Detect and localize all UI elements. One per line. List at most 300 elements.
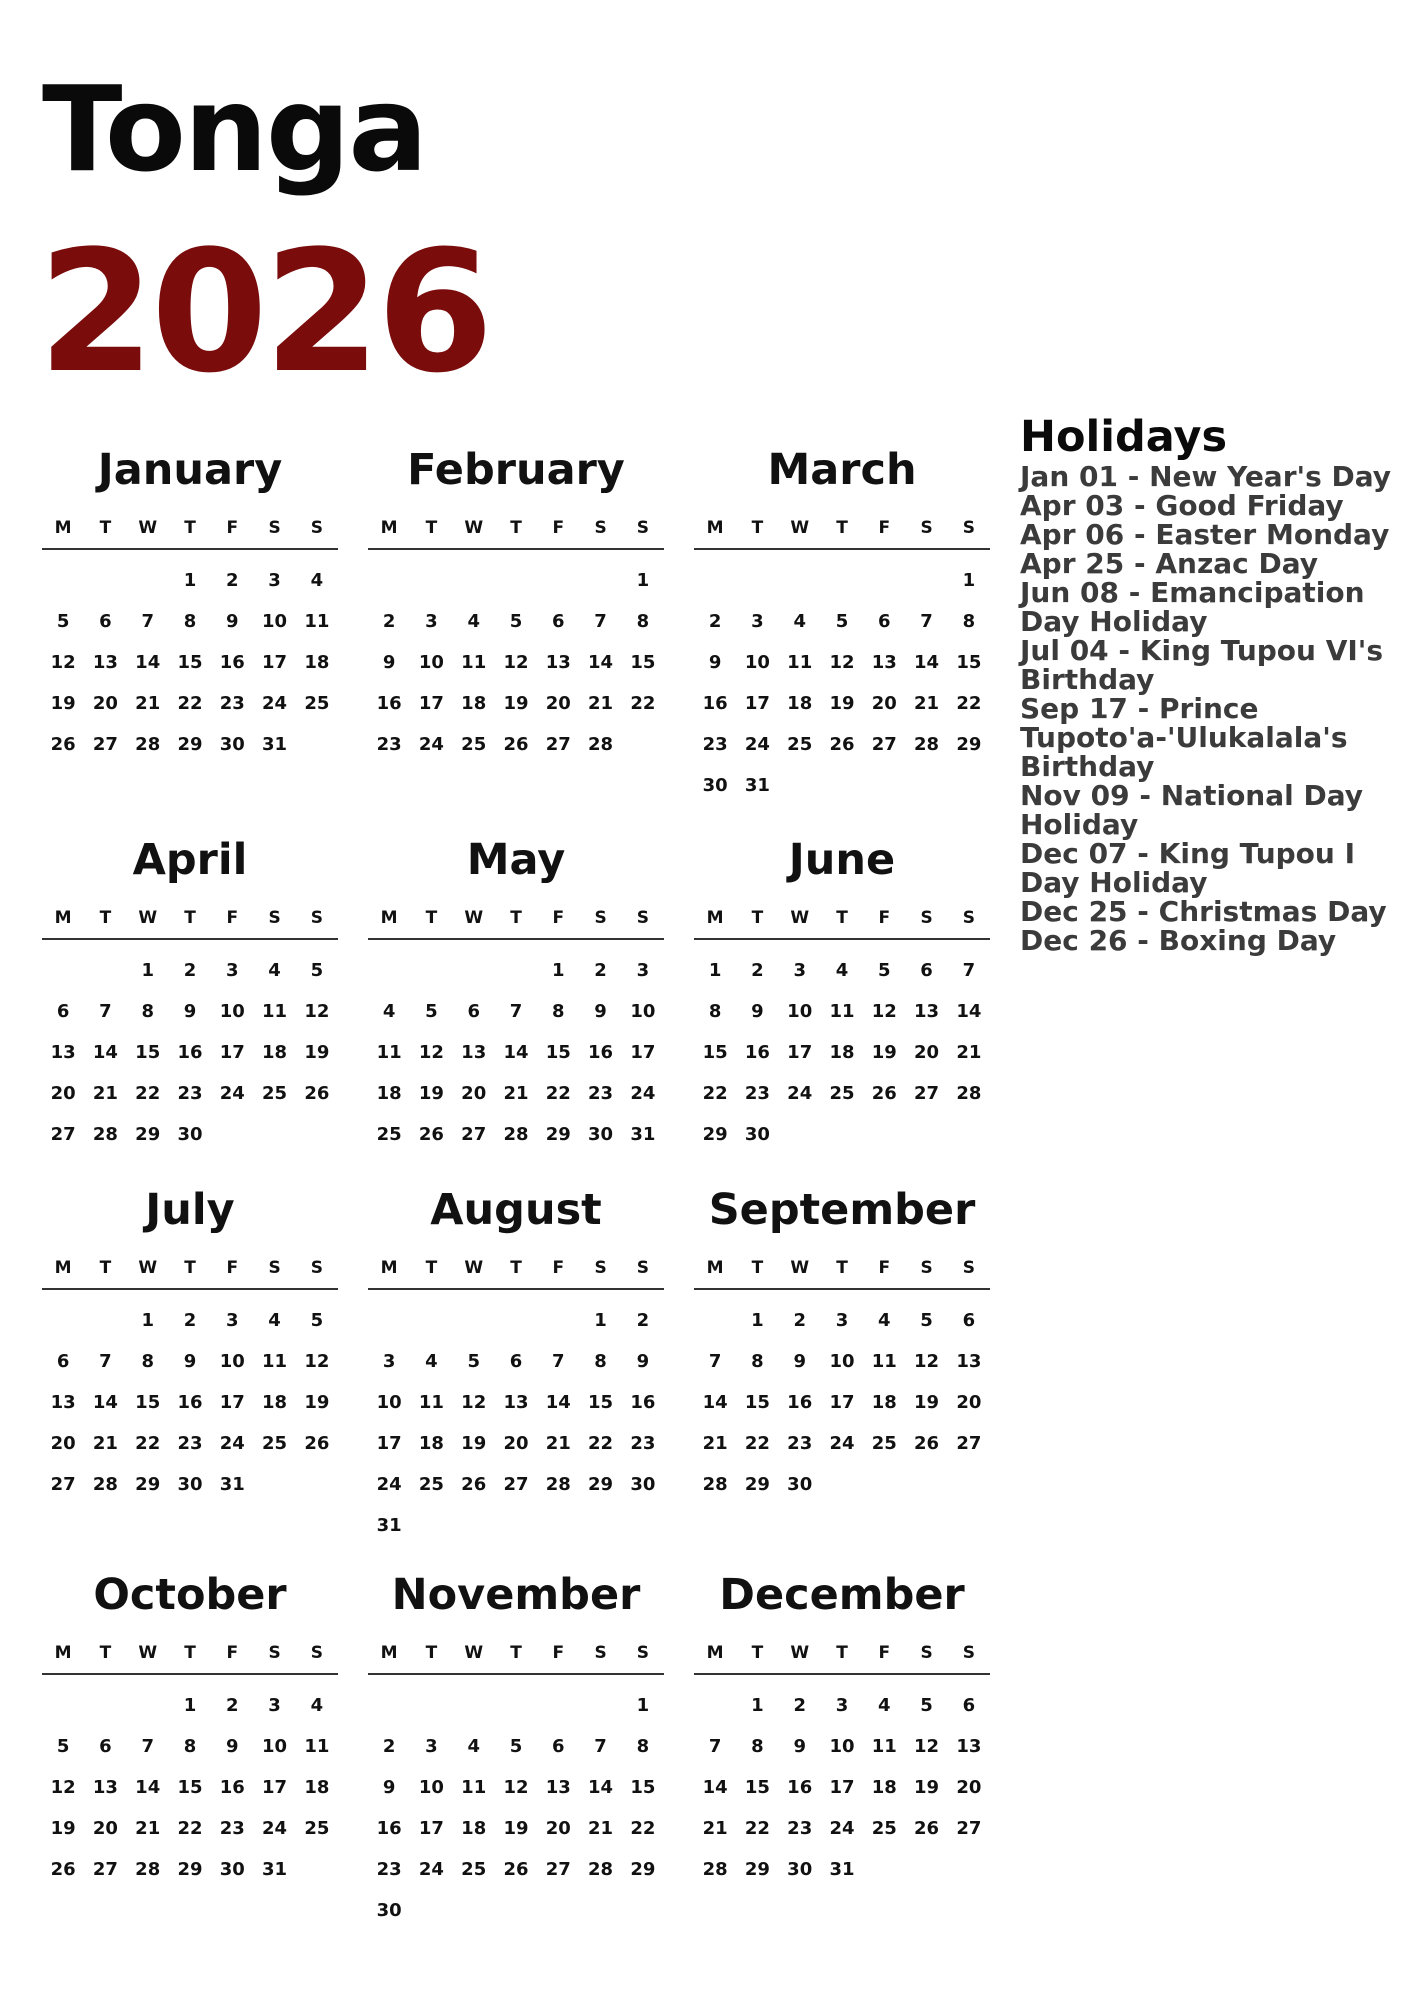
day-cell: 23 xyxy=(787,1818,813,1839)
day-cell: 30 xyxy=(219,1859,245,1880)
day-cell: 1 xyxy=(141,1310,154,1331)
day-cell: 31 xyxy=(262,734,288,755)
day-cell: 14 xyxy=(92,1042,118,1063)
day-cell: 26 xyxy=(829,734,855,755)
weekday-label: W xyxy=(464,908,484,928)
empty-day-cell xyxy=(863,560,905,601)
day-cell: 3 xyxy=(425,1736,438,1757)
day-cell: 7 xyxy=(99,1001,112,1022)
day-cell: 31 xyxy=(219,1474,245,1495)
day-cell: 16 xyxy=(376,1818,402,1839)
day-cell: 24 xyxy=(219,1433,245,1454)
holiday-item: Jun 08 - Emancipation Day Holiday xyxy=(1020,576,1365,638)
days-grid xyxy=(694,1685,990,1890)
weekday-label: F xyxy=(878,1643,891,1663)
weekday-label: S xyxy=(310,1643,323,1663)
day-cell: 20 xyxy=(956,1777,982,1798)
day-cell: 27 xyxy=(871,734,897,755)
day-cell: 3 xyxy=(835,1310,849,1331)
day-cell: 10 xyxy=(376,1392,402,1413)
day-cell: 20 xyxy=(871,693,897,714)
weekday-header xyxy=(694,518,990,550)
day-cell: 6 xyxy=(56,1351,70,1372)
month-may xyxy=(368,830,664,1180)
weekday-label: S xyxy=(594,1258,607,1278)
day-cell: 11 xyxy=(461,652,487,673)
empty-day-cell xyxy=(84,1685,126,1726)
day-cell: 16 xyxy=(376,693,402,714)
day-cell: 26 xyxy=(304,1083,330,1104)
day-cell: 28 xyxy=(914,734,940,755)
day-cell: 21 xyxy=(588,693,614,714)
empty-day-cell xyxy=(495,560,537,601)
day-cell: 3 xyxy=(751,611,764,632)
day-cell: 25 xyxy=(461,734,487,755)
empty-day-cell xyxy=(453,950,495,991)
day-cell: 9 xyxy=(226,1736,239,1757)
day-cell: 27 xyxy=(956,1433,982,1454)
days-grid xyxy=(368,1685,664,1931)
day-cell: 11 xyxy=(376,1042,402,1063)
day-cell: 31 xyxy=(829,1859,855,1880)
day-cell: 17 xyxy=(418,1818,444,1839)
weekday-label: W xyxy=(138,908,158,928)
empty-day-cell xyxy=(495,1300,537,1341)
day-cell: 25 xyxy=(376,1124,402,1145)
day-cell: 24 xyxy=(787,1083,813,1104)
empty-day-cell xyxy=(821,560,863,601)
day-cell: 5 xyxy=(835,611,849,632)
day-cell: 15 xyxy=(956,652,982,673)
weekday-label: S xyxy=(594,908,607,928)
day-cell: 16 xyxy=(588,1042,614,1063)
day-cell: 2 xyxy=(382,1736,396,1757)
day-cell: 7 xyxy=(708,1736,722,1757)
empty-day-cell xyxy=(410,1300,452,1341)
day-cell: 4 xyxy=(467,1736,480,1757)
month-name: December xyxy=(719,1570,965,1620)
days-grid xyxy=(42,950,338,1155)
day-cell: 29 xyxy=(135,1124,161,1145)
weekday-label: M xyxy=(706,908,724,928)
day-cell: 17 xyxy=(829,1392,855,1413)
holiday-item: Dec 26 - Boxing Day xyxy=(1020,924,1337,957)
month-august xyxy=(368,1180,664,1565)
day-cell: 25 xyxy=(304,1818,330,1839)
weekday-label: S xyxy=(310,1258,323,1278)
weekday-header xyxy=(368,518,664,550)
day-cell: 21 xyxy=(702,1433,728,1454)
day-cell: 1 xyxy=(751,1695,764,1716)
month-october xyxy=(42,1565,338,1925)
weekday-label: S xyxy=(636,908,649,928)
day-cell: 30 xyxy=(376,1900,402,1921)
holiday-item: Dec 25 - Christmas Day xyxy=(1020,895,1387,928)
day-cell: 11 xyxy=(262,1001,288,1022)
day-cell: 9 xyxy=(708,652,722,673)
day-cell: 20 xyxy=(545,1818,571,1839)
day-cell: 13 xyxy=(461,1042,487,1063)
empty-day-cell xyxy=(127,560,169,601)
empty-day-cell xyxy=(84,950,126,991)
empty-day-cell xyxy=(368,1300,410,1341)
day-cell: 29 xyxy=(702,1124,728,1145)
day-cell: 12 xyxy=(871,1001,897,1022)
day-cell: 4 xyxy=(310,1695,324,1716)
day-cell: 2 xyxy=(183,960,197,981)
day-cell: 9 xyxy=(594,1001,607,1022)
day-cell: 3 xyxy=(268,570,281,591)
day-cell: 9 xyxy=(636,1351,650,1372)
weekday-label: S xyxy=(636,1258,649,1278)
day-cell: 11 xyxy=(787,652,813,673)
day-cell: 11 xyxy=(262,1351,288,1372)
weekday-label: W xyxy=(138,1643,158,1663)
day-cell: 6 xyxy=(467,1001,480,1022)
weekday-label: M xyxy=(54,1643,72,1663)
day-cell: 21 xyxy=(135,693,161,714)
empty-day-cell xyxy=(410,1685,452,1726)
days-grid xyxy=(368,950,664,1155)
day-cell: 14 xyxy=(956,1001,982,1022)
day-cell: 30 xyxy=(177,1474,203,1495)
day-cell: 18 xyxy=(871,1392,897,1413)
weekday-label: S xyxy=(962,518,975,538)
day-cell: 27 xyxy=(461,1124,487,1145)
day-cell: 8 xyxy=(636,611,650,632)
day-cell: 9 xyxy=(751,1001,764,1022)
day-cell: 11 xyxy=(418,1392,444,1413)
day-cell: 12 xyxy=(461,1392,487,1413)
weekday-header xyxy=(368,1258,664,1290)
month-name: June xyxy=(788,835,896,885)
weekday-label: S xyxy=(920,1643,933,1663)
day-cell: 7 xyxy=(962,960,976,981)
day-cell: 10 xyxy=(262,611,288,632)
empty-day-cell xyxy=(368,950,410,991)
day-cell: 10 xyxy=(418,652,444,673)
weekday-label: S xyxy=(920,518,933,538)
day-cell: 27 xyxy=(545,1859,571,1880)
day-cell: 17 xyxy=(829,1777,855,1798)
day-cell: 19 xyxy=(304,1392,330,1413)
weekday-label: F xyxy=(878,1258,891,1278)
month-september xyxy=(694,1180,990,1565)
day-cell: 29 xyxy=(545,1124,571,1145)
empty-day-cell xyxy=(495,1685,537,1726)
day-cell: 13 xyxy=(50,1042,76,1063)
weekday-label: F xyxy=(552,1258,565,1278)
day-cell: 18 xyxy=(829,1042,855,1063)
day-cell: 22 xyxy=(744,1433,770,1454)
month-march xyxy=(694,440,990,830)
day-cell: 27 xyxy=(92,1859,118,1880)
weekday-label: W xyxy=(464,1643,484,1663)
days-grid xyxy=(694,950,990,1155)
day-cell: 22 xyxy=(744,1818,770,1839)
day-cell: 28 xyxy=(545,1474,571,1495)
day-cell: 19 xyxy=(50,693,76,714)
day-cell: 23 xyxy=(588,1083,614,1104)
weekday-label: T xyxy=(184,908,196,928)
empty-day-cell xyxy=(495,950,537,991)
day-cell: 7 xyxy=(920,611,933,632)
day-cell: 3 xyxy=(636,960,650,981)
weekday-label: T xyxy=(425,908,438,928)
day-cell: 7 xyxy=(594,1736,607,1757)
day-cell: 19 xyxy=(871,1042,897,1063)
day-cell: 5 xyxy=(509,611,523,632)
empty-day-cell xyxy=(579,560,621,601)
day-cell: 8 xyxy=(708,1001,722,1022)
day-cell: 10 xyxy=(219,1351,245,1372)
weekday-header xyxy=(694,1258,990,1290)
day-cell: 18 xyxy=(787,693,813,714)
day-cell: 4 xyxy=(793,611,806,632)
day-cell: 26 xyxy=(304,1433,330,1454)
day-cell: 19 xyxy=(829,693,855,714)
day-cell: 20 xyxy=(914,1042,940,1063)
weekday-label: S xyxy=(962,1643,975,1663)
day-cell: 25 xyxy=(304,693,330,714)
day-cell: 13 xyxy=(50,1392,76,1413)
empty-day-cell xyxy=(368,1685,410,1726)
day-cell: 10 xyxy=(219,1001,245,1022)
day-cell: 13 xyxy=(92,1777,118,1798)
empty-day-cell xyxy=(736,560,778,601)
day-cell: 25 xyxy=(871,1433,897,1454)
day-cell: 2 xyxy=(636,1310,650,1331)
day-cell: 25 xyxy=(262,1083,288,1104)
weekday-label: W xyxy=(138,518,158,538)
day-cell: 25 xyxy=(871,1818,897,1839)
day-cell: 6 xyxy=(920,960,933,981)
weekday-label: T xyxy=(510,1258,522,1278)
month-name: September xyxy=(708,1185,976,1235)
day-cell: 20 xyxy=(545,693,571,714)
day-cell: 16 xyxy=(177,1392,203,1413)
day-cell: 24 xyxy=(829,1433,855,1454)
year-title: 2026 xyxy=(38,214,490,410)
weekday-label: W xyxy=(790,1258,810,1278)
day-cell: 7 xyxy=(99,1351,112,1372)
holiday-item: Jul 04 - King Tupou VI's Birthday xyxy=(1020,634,1384,696)
weekday-label: T xyxy=(751,1643,764,1663)
day-cell: 7 xyxy=(594,611,607,632)
month-june xyxy=(694,830,990,1180)
day-cell: 19 xyxy=(503,1818,529,1839)
weekday-label: W xyxy=(790,1643,810,1663)
day-cell: 20 xyxy=(50,1083,76,1104)
day-cell: 17 xyxy=(787,1042,813,1063)
weekday-label: F xyxy=(552,1643,565,1663)
day-cell: 12 xyxy=(304,1001,330,1022)
day-cell: 17 xyxy=(219,1042,245,1063)
day-cell: 27 xyxy=(50,1124,76,1145)
weekday-label: T xyxy=(184,518,196,538)
day-cell: 30 xyxy=(702,775,728,796)
day-cell: 16 xyxy=(787,1392,813,1413)
day-cell: 28 xyxy=(135,734,161,755)
day-cell: 21 xyxy=(702,1818,728,1839)
weekday-label: W xyxy=(790,518,810,538)
day-cell: 28 xyxy=(702,1859,728,1880)
day-cell: 25 xyxy=(787,734,813,755)
day-cell: 15 xyxy=(630,1777,656,1798)
day-cell: 3 xyxy=(268,1695,281,1716)
holiday-list xyxy=(1020,462,1400,955)
day-cell: 22 xyxy=(135,1433,161,1454)
day-cell: 1 xyxy=(636,1695,650,1716)
day-cell: 30 xyxy=(630,1474,656,1495)
day-cell: 14 xyxy=(92,1392,118,1413)
weekday-label: M xyxy=(380,908,398,928)
day-cell: 15 xyxy=(744,1777,770,1798)
day-cell: 6 xyxy=(56,1001,70,1022)
day-cell: 3 xyxy=(793,960,806,981)
weekday-label: T xyxy=(184,1643,196,1663)
day-cell: 12 xyxy=(50,1777,76,1798)
weekday-label: T xyxy=(99,518,112,538)
day-cell: 10 xyxy=(829,1736,855,1757)
day-cell: 28 xyxy=(956,1083,982,1104)
day-cell: 22 xyxy=(630,693,656,714)
weekday-label: S xyxy=(594,1643,607,1663)
day-cell: 18 xyxy=(304,652,330,673)
weekday-header xyxy=(42,518,338,550)
empty-day-cell xyxy=(694,1300,736,1341)
day-cell: 23 xyxy=(376,1859,402,1880)
weekday-label: M xyxy=(706,1643,724,1663)
day-cell: 5 xyxy=(878,960,891,981)
weekday-header xyxy=(368,908,664,940)
holiday-item: Apr 25 - Anzac Day xyxy=(1020,547,1319,580)
day-cell: 12 xyxy=(914,1736,940,1757)
day-cell: 27 xyxy=(92,734,118,755)
month-november xyxy=(368,1565,664,1925)
empty-day-cell xyxy=(537,560,579,601)
day-cell: 11 xyxy=(304,611,330,632)
weekday-label: F xyxy=(226,1643,239,1663)
day-cell: 29 xyxy=(588,1474,614,1495)
day-cell: 18 xyxy=(871,1777,897,1798)
empty-day-cell xyxy=(453,560,495,601)
day-cell: 26 xyxy=(50,1859,76,1880)
day-cell: 11 xyxy=(461,1777,487,1798)
day-cell: 29 xyxy=(744,1859,770,1880)
day-cell: 18 xyxy=(262,1392,288,1413)
weekday-label: M xyxy=(380,518,398,538)
weekday-label: F xyxy=(226,908,239,928)
holiday-item: Apr 03 - Good Friday xyxy=(1020,489,1344,522)
day-cell: 4 xyxy=(382,1001,396,1022)
day-cell: 18 xyxy=(304,1777,330,1798)
day-cell: 8 xyxy=(751,1736,764,1757)
day-cell: 19 xyxy=(304,1042,330,1063)
day-cell: 4 xyxy=(425,1351,438,1372)
empty-day-cell xyxy=(905,560,947,601)
day-cell: 16 xyxy=(787,1777,813,1798)
day-cell: 26 xyxy=(50,734,76,755)
day-cell: 26 xyxy=(503,734,529,755)
day-cell: 14 xyxy=(702,1777,728,1798)
day-cell: 5 xyxy=(467,1351,480,1372)
day-cell: 13 xyxy=(956,1351,982,1372)
day-cell: 12 xyxy=(304,1351,330,1372)
day-cell: 18 xyxy=(262,1042,288,1063)
day-cell: 22 xyxy=(630,1818,656,1839)
day-cell: 8 xyxy=(594,1351,607,1372)
day-cell: 1 xyxy=(183,570,197,591)
day-cell: 16 xyxy=(744,1042,770,1063)
day-cell: 2 xyxy=(594,960,607,981)
weekday-label: T xyxy=(99,1258,112,1278)
day-cell: 26 xyxy=(461,1474,487,1495)
day-cell: 21 xyxy=(545,1433,571,1454)
day-cell: 25 xyxy=(461,1859,487,1880)
day-cell: 30 xyxy=(588,1124,614,1145)
holidays-title: Holidays xyxy=(1020,412,1228,462)
day-cell: 27 xyxy=(956,1818,982,1839)
day-cell: 11 xyxy=(829,1001,855,1022)
month-name: March xyxy=(767,445,917,495)
day-cell: 15 xyxy=(177,1777,203,1798)
day-cell: 12 xyxy=(914,1351,940,1372)
day-cell: 12 xyxy=(418,1042,444,1063)
day-cell: 20 xyxy=(461,1083,487,1104)
day-cell: 8 xyxy=(141,1001,154,1022)
day-cell: 10 xyxy=(787,1001,813,1022)
day-cell: 26 xyxy=(914,1818,940,1839)
weekday-label: T xyxy=(510,1643,522,1663)
day-cell: 10 xyxy=(744,652,770,673)
day-cell: 24 xyxy=(262,693,288,714)
day-cell: 13 xyxy=(914,1001,940,1022)
month-july xyxy=(42,1180,338,1565)
weekday-label: S xyxy=(636,518,649,538)
day-cell: 15 xyxy=(630,652,656,673)
empty-day-cell xyxy=(537,1685,579,1726)
day-cell: 15 xyxy=(702,1042,728,1063)
weekday-label: F xyxy=(878,908,891,928)
month-january xyxy=(42,440,338,830)
day-cell: 26 xyxy=(914,1433,940,1454)
day-cell: 10 xyxy=(829,1351,855,1372)
weekday-label: T xyxy=(751,518,764,538)
months-grid xyxy=(42,440,990,1925)
day-cell: 29 xyxy=(135,1474,161,1495)
day-cell: 9 xyxy=(793,1736,806,1757)
day-cell: 8 xyxy=(183,1736,197,1757)
month-name: August xyxy=(430,1185,602,1235)
empty-day-cell xyxy=(42,1300,84,1341)
day-cell: 23 xyxy=(787,1433,813,1454)
month-name: October xyxy=(93,1570,287,1620)
weekday-label: M xyxy=(54,908,72,928)
day-cell: 2 xyxy=(226,570,239,591)
day-cell: 12 xyxy=(503,1777,529,1798)
day-cell: 26 xyxy=(503,1859,529,1880)
day-cell: 18 xyxy=(461,1818,487,1839)
day-cell: 14 xyxy=(588,652,614,673)
days-grid xyxy=(368,560,664,765)
day-cell: 4 xyxy=(310,570,324,591)
empty-day-cell xyxy=(779,560,821,601)
day-cell: 23 xyxy=(219,1818,245,1839)
holiday-item: Dec 07 - King Tupou I Day Holiday xyxy=(1020,837,1356,899)
month-name: April xyxy=(132,835,248,885)
day-cell: 16 xyxy=(219,1777,245,1798)
